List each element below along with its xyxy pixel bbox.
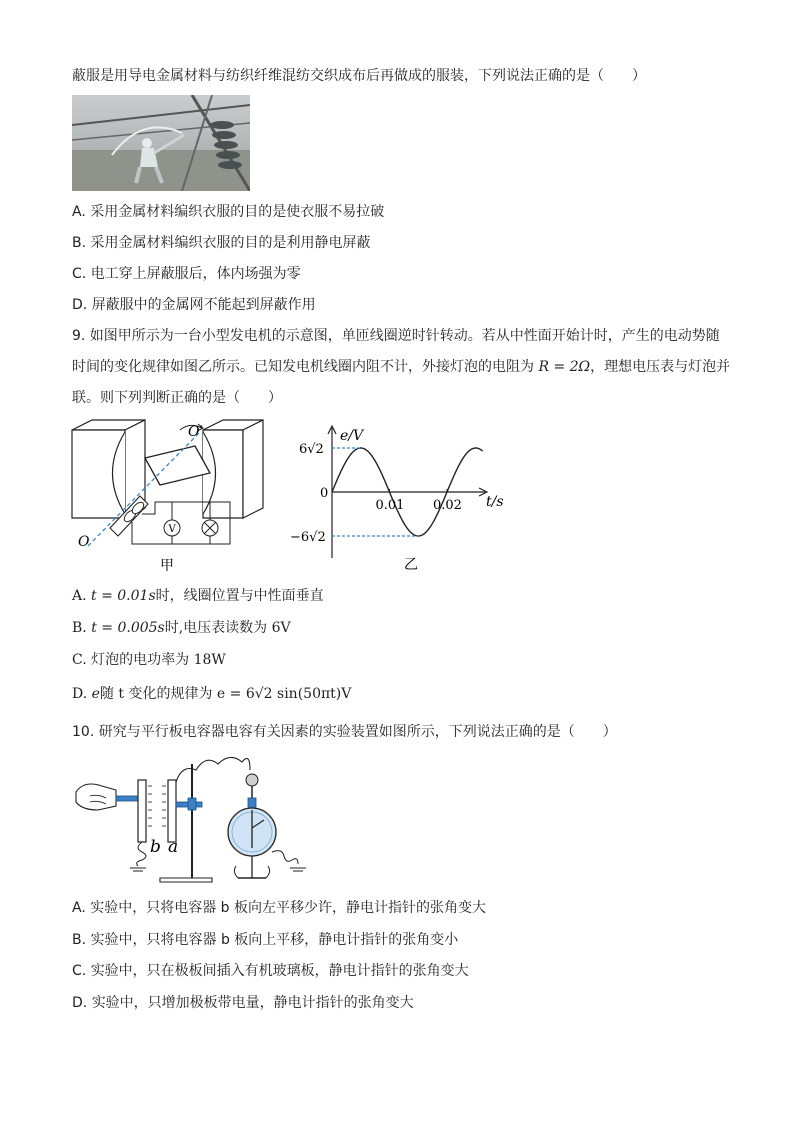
q9-stem-line1: 9. 如图甲所示为一台小型发电机的示意图，单匝线圈逆时针转动。若从中性面开始计时，产生的电动势随 bbox=[72, 328, 720, 344]
q9-stem-line3: 联。则下列判断正确的是（ ） bbox=[72, 390, 282, 406]
x-tick-label-0.02: 0.02 bbox=[433, 498, 462, 513]
emf-time-chart bbox=[290, 420, 515, 575]
voltmeter-label: V bbox=[168, 524, 176, 535]
q8-option-d[interactable]: D. 屏蔽服中的金属网不能起到屏蔽作用 bbox=[72, 297, 316, 313]
figure-jia-caption: 甲 bbox=[160, 558, 174, 574]
q10-option-a[interactable]: A. 实验中，只将电容器 b 板向左平移少许，静电计指针的张角变大 bbox=[72, 900, 487, 916]
q9-stem-line2: 时间的变化规律如图乙所示。已知发电机线圈内阻不计，外接灯泡的电阻为 R = 2Ω，理想电压表与灯泡并 bbox=[72, 359, 731, 375]
q9-option-a[interactable]: A. t = 0.01s时，线圈位置与中性面垂直 bbox=[72, 588, 324, 604]
q9-option-b[interactable]: B. t = 0.005s时,电压表读数为 6V bbox=[72, 620, 291, 636]
insulating-rod bbox=[116, 796, 138, 801]
q10-option-d[interactable]: D. 实验中，只增加极板带电量，静电计指针的张角变大 bbox=[72, 995, 414, 1011]
q10-stem: 10. 研究与平行板电容器电容有关因素的实验装置如图所示，下列说法正确的是（ ） bbox=[72, 724, 617, 740]
y-tick-label-min: −6√2 bbox=[290, 530, 326, 545]
generator-diagram bbox=[70, 418, 275, 578]
lineman-photo bbox=[72, 95, 250, 191]
coil bbox=[145, 446, 210, 485]
origin-label: 0 bbox=[320, 486, 329, 501]
y-axis-label: e/V bbox=[340, 428, 364, 444]
q9-option-d[interactable]: D. e随 t 变化的规律为 e = 6√2 sin(50πt)V bbox=[72, 686, 352, 702]
capacitor-experiment-diagram bbox=[72, 752, 312, 888]
plate-a-label: a bbox=[168, 837, 179, 857]
axis-label-o: O bbox=[78, 534, 90, 550]
plate-a bbox=[168, 780, 176, 842]
q10-option-b[interactable]: B. 实验中，只将电容器 b 板向上平移，静电计指针的张角变小 bbox=[72, 932, 459, 948]
q8-option-b[interactable]: B. 采用金属材料编织衣服的目的是利用静电屏蔽 bbox=[72, 235, 371, 251]
x-axis-label: t/s bbox=[486, 494, 504, 510]
q9-option-c[interactable]: C. 灯泡的电功率为 18W bbox=[72, 652, 226, 668]
axis-label-o-prime: O′ bbox=[188, 424, 203, 440]
figure-yi-caption: 乙 bbox=[404, 557, 418, 573]
y-tick-label-max: 6√2 bbox=[299, 442, 324, 457]
hand-icon bbox=[76, 784, 116, 810]
lineman-photo-image bbox=[72, 95, 250, 191]
x-tick-label-0.01: 0.01 bbox=[375, 498, 405, 513]
plate-b bbox=[138, 780, 146, 842]
q8-option-a[interactable]: A. 采用金属材料编织衣服的目的是使衣服不易拉破 bbox=[72, 204, 385, 220]
connecting-wire bbox=[176, 757, 250, 782]
electrometer-knob bbox=[246, 774, 258, 786]
resistance-formula: R = 2Ω bbox=[538, 359, 591, 375]
plate-b-label: b bbox=[150, 837, 161, 857]
q8-option-c[interactable]: C. 电工穿上屏蔽服后，体内场强为零 bbox=[72, 266, 301, 282]
q8-stem: 蔽服是用导电金属材料与纺织纤维混纺交织成布后再做成的服装，下列说法正确的是（ ） bbox=[72, 68, 646, 84]
q10-option-c[interactable]: C. 实验中，只在极板间插入有机玻璃板，静电计指针的张角变大 bbox=[72, 963, 469, 979]
